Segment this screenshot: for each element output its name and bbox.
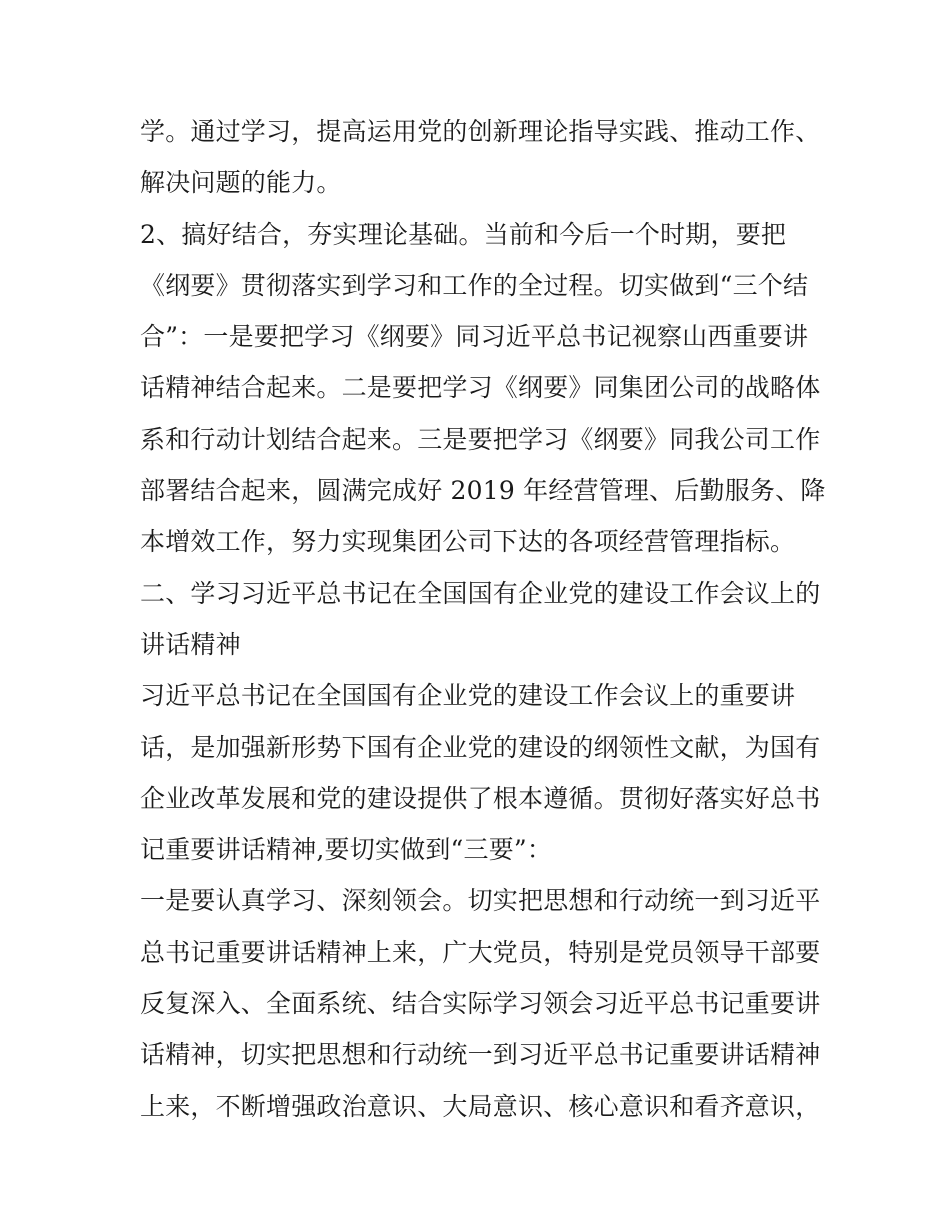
- text-line-2: 解决问题的能力。: [140, 168, 342, 198]
- text-line-16: 一是要认真学习、深刻领会。切实把思想和行动统一到习近平: [140, 886, 821, 916]
- text-line-15: 记重要讲话精神,要切实做到“三要”：: [140, 835, 553, 865]
- text-line-18: 反复深入、全面系统、结合实际学习领会习近平总书记重要讲: [140, 989, 821, 1019]
- text-line-14: 企业改革发展和党的建设提供了根本遵循。贯彻好落实好总书: [140, 783, 821, 813]
- text-line-20: 上来，不断增强政治意识、大局意识、核心意识和看齐意识，: [140, 1091, 821, 1121]
- text-line-5: 合”：一是要把学习《纲要》同习近平总书记视察山西重要讲: [140, 322, 809, 352]
- text-line-4: 《纲要》贯彻落实到学习和工作的全过程。切实做到“三个结: [140, 270, 809, 300]
- section-heading-line-1: 二、学习习近平总书记在全国国有企业党的建设工作会议上的: [140, 578, 821, 608]
- text-line-6: 话精神结合起来。二是要把学习《纲要》同集团公司的战略体: [140, 373, 821, 403]
- text-line-8: 部署结合起来，圆满完成好 2019 年经营管理、后勤服务、降: [140, 476, 826, 506]
- text-line-13: 话，是加强新形势下国有企业党的建设的纲领性文献，为国有: [140, 732, 821, 762]
- document-body: [140, 106, 830, 1132]
- text-line-7: 系和行动计划结合起来。三是要把学习《纲要》同我公司工作: [140, 424, 821, 454]
- text-line-17: 总书记重要讲话精神上来，广大党员，特别是党员领导干部要: [140, 937, 821, 967]
- text-line-12: 习近平总书记在全国国有企业党的建设工作会议上的重要讲: [140, 681, 796, 711]
- text-line-3: 2、搞好结合，夯实理论基础。当前和今后一个时期，要把: [140, 219, 787, 249]
- text-line-9: 本增效工作，努力实现集团公司下达的各项经营管理指标。: [140, 527, 796, 557]
- text-line-1: 学。通过学习，提高运用党的创新理论指导实践、推动工作、: [140, 117, 821, 146]
- section-heading-line-2: 讲话精神: [140, 629, 241, 659]
- text-line-19: 话精神，切实把思想和行动统一到习近平总书记重要讲话精神: [140, 1040, 821, 1070]
